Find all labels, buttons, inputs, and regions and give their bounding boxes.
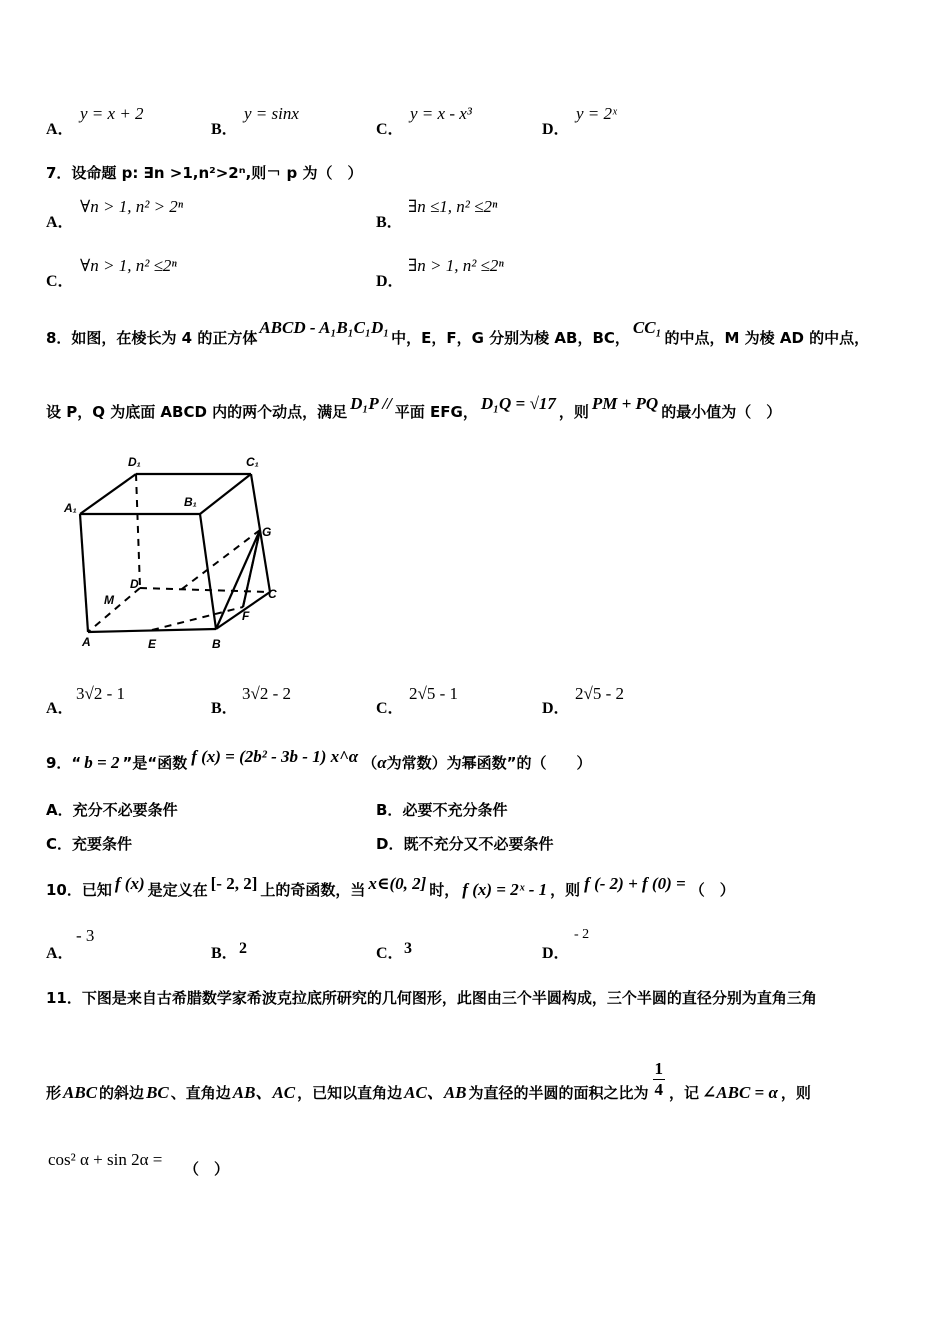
q8-option-a-label: A．: [46, 700, 74, 717]
q7-option-b-expr: ∃n ≤1, n² ≤2ⁿ: [408, 197, 498, 216]
q9-option-d-text: 既不充分又不必要条件: [403, 835, 554, 853]
q11-bc: BC: [146, 1083, 169, 1102]
q10-text: 10．已知: [46, 881, 112, 899]
q10-domain: [- 2, 2]: [210, 874, 258, 893]
q8-option-c-expr: 2√5 - 1: [409, 684, 458, 703]
q8-text: ，则: [558, 403, 589, 421]
q10-fx: f (x): [114, 874, 145, 893]
q7-option-d-label: D．: [376, 273, 404, 290]
q9-option-a: [46, 799, 178, 820]
q9-option-c: [46, 833, 132, 854]
q9-b-eq-2: b = 2: [84, 753, 120, 772]
q8-cube-name: ABCD - A₁B₁C₁D₁: [259, 318, 390, 337]
label-a1: A₁: [64, 501, 77, 515]
q7-option-c-label: C．: [46, 273, 74, 290]
label-m: M: [104, 593, 114, 607]
q8-text: 中，E，F，G 分别为棱 AB，BC，: [391, 329, 630, 347]
q8-text: 的中点，M 为棱 AD 的中点，: [664, 329, 870, 347]
q7-option-a-expr: ∀n > 1, n² > 2ⁿ: [80, 197, 184, 216]
q11-ab-ac: AB、AC: [232, 1083, 296, 1102]
q10-option-a-label: A．: [46, 945, 74, 962]
q6-option-b-expr: y = sinx: [244, 104, 299, 123]
q9-option-a-text: 充分不必要条件: [72, 801, 178, 819]
q11-text: ，记: [669, 1084, 700, 1102]
q8-line-2: [46, 394, 782, 422]
label-d1: D₁: [128, 455, 141, 469]
q10-text: 时，: [429, 881, 460, 899]
q9-stem: [46, 747, 592, 773]
q9-option-c-label: C．: [46, 835, 73, 853]
q6-option-d-label: D．: [542, 121, 570, 138]
q10-target-expr: f (- 2) + f (0) =: [584, 874, 686, 893]
q8-option-c-label: C．: [376, 700, 404, 717]
q11-fraction-denominator: 4: [654, 1080, 664, 1099]
q10-stem: [46, 874, 735, 900]
q9-option-a-label: A．: [46, 801, 73, 819]
q10-option-b-label: B．: [211, 945, 238, 962]
q9-option-d: [376, 833, 553, 854]
q10-fx-def: f (x) = 2ˣ - 1: [462, 880, 548, 899]
q6-option-d-expr: y = 2ˣ: [576, 104, 617, 123]
q8-d1p: D₁P //: [350, 394, 392, 413]
q11-text: ，已知以直角边: [297, 1084, 403, 1102]
q8-text: 平面 EFG，: [394, 403, 478, 421]
q8-text: 的最小值为（ ）: [661, 403, 782, 421]
label-f: F: [242, 609, 250, 623]
q8-option-b-expr: 3√2 - 2: [242, 684, 291, 703]
q11-text: 、直角边: [170, 1084, 231, 1102]
q10-option-d-label: D．: [542, 945, 570, 962]
q8-d1q: D₁Q = √17: [480, 394, 556, 413]
q10-text: ，则: [550, 881, 581, 899]
q9-option-b: [376, 799, 507, 820]
q10-text: 是定义在: [147, 881, 208, 899]
label-b: B: [212, 637, 221, 651]
q11-answer-blank: （ ）: [184, 1160, 230, 1178]
q11-text: ，则: [780, 1084, 811, 1102]
q9-text: （: [362, 754, 378, 772]
q10-text: （ ）: [689, 881, 735, 899]
q8-pm-pq: PM + PQ: [591, 394, 659, 413]
label-g: G: [262, 525, 272, 539]
q10-option-c-expr: 3: [404, 940, 412, 957]
q9-alpha: α: [377, 753, 387, 772]
label-c1: C₁: [246, 455, 259, 469]
q6-option-a-label: A．: [46, 121, 74, 138]
q11-angle: ∠ABC = α: [702, 1083, 778, 1102]
q6-option-c-expr: y = x - x³: [410, 104, 472, 123]
q9-option-d-label: D．: [376, 835, 404, 853]
q8-option-b-label: B．: [211, 700, 238, 717]
label-d: D: [130, 577, 139, 591]
q7-option-b-label: B．: [376, 214, 403, 231]
q6-option-a-expr: y = x + 2: [80, 104, 144, 123]
q9-text: ”是“函数: [122, 754, 188, 772]
q7-option-a-label: A．: [46, 214, 74, 231]
q11-text: 为直径的半圆的面积之比为: [468, 1084, 649, 1102]
q10-text: 上的奇函数，当: [260, 881, 366, 899]
q11-fraction-numerator: 1: [654, 1059, 664, 1078]
label-c: C: [268, 587, 277, 601]
cube-figure: [58, 452, 288, 652]
q9-text: 9．“: [46, 754, 82, 772]
q7-stem-math: ∃n >1,n²>2ⁿ: [143, 164, 246, 182]
q8-option-a-expr: 3√2 - 1: [76, 684, 125, 703]
q7-stem: [46, 162, 362, 183]
label-b1: B₁: [184, 495, 197, 509]
label-e: E: [148, 637, 157, 651]
q11-target-expr: cos² α + sin 2α =: [48, 1150, 163, 1169]
q7-option-c-expr: ∀n > 1, n² ≤2ⁿ: [80, 256, 177, 275]
q11-line-1: 11．下图是来自古希腊数学家希波克拉底所研究的几何图形，此图由三个半圆构成，三个半圆的直径分别为直角三角: [46, 989, 817, 1007]
q10-option-d-expr: - 2: [574, 927, 590, 942]
q8-text: 设 P，Q 为底面 ABCD 内的两个动点，满足: [46, 403, 348, 421]
q9-option-c-text: 充要条件: [72, 835, 133, 853]
q9-option-b-text: 必要不充分条件: [402, 801, 508, 819]
q6-option-c-label: C．: [376, 121, 404, 138]
q7-option-d-expr: ∃n > 1, n² ≤2ⁿ: [408, 256, 504, 275]
q11-line-2: [46, 1059, 811, 1114]
q8-option-d-expr: 2√5 - 2: [575, 684, 624, 703]
q8-text: 8．如图，在棱长为 4 的正方体: [46, 329, 258, 347]
q10-option-c-label: C．: [376, 945, 404, 962]
q6-option-b-label: B．: [211, 121, 238, 138]
q11-fraction: [653, 1059, 666, 1100]
q9-option-b-label: B．: [376, 801, 403, 819]
q7-stem-prefix: 7．设命题 p:: [46, 164, 144, 182]
q11-text: 形: [46, 1084, 62, 1102]
q9-power-function: f (x) = (2b² - 3b - 1) x^α: [191, 747, 359, 766]
q8-cc1: CC₁: [632, 318, 662, 337]
q11-abc: ABC: [63, 1083, 98, 1102]
q8-option-d-label: D．: [542, 700, 570, 717]
q7-stem-suffix: ,则￢ p 为（ ）: [245, 164, 363, 182]
label-a: A: [82, 635, 91, 649]
q10-option-a-expr: - 3: [76, 926, 95, 945]
q8-line-1: [46, 318, 870, 348]
q11-text: 的斜边: [99, 1084, 145, 1102]
q10-x-range: x∈(0, 2]: [368, 874, 427, 893]
q9-text: 为常数）为幂函数”的（ ）: [386, 754, 592, 772]
q10-option-b-expr: 2: [239, 940, 247, 957]
q11-ac-ab: AC、AB: [404, 1083, 467, 1102]
